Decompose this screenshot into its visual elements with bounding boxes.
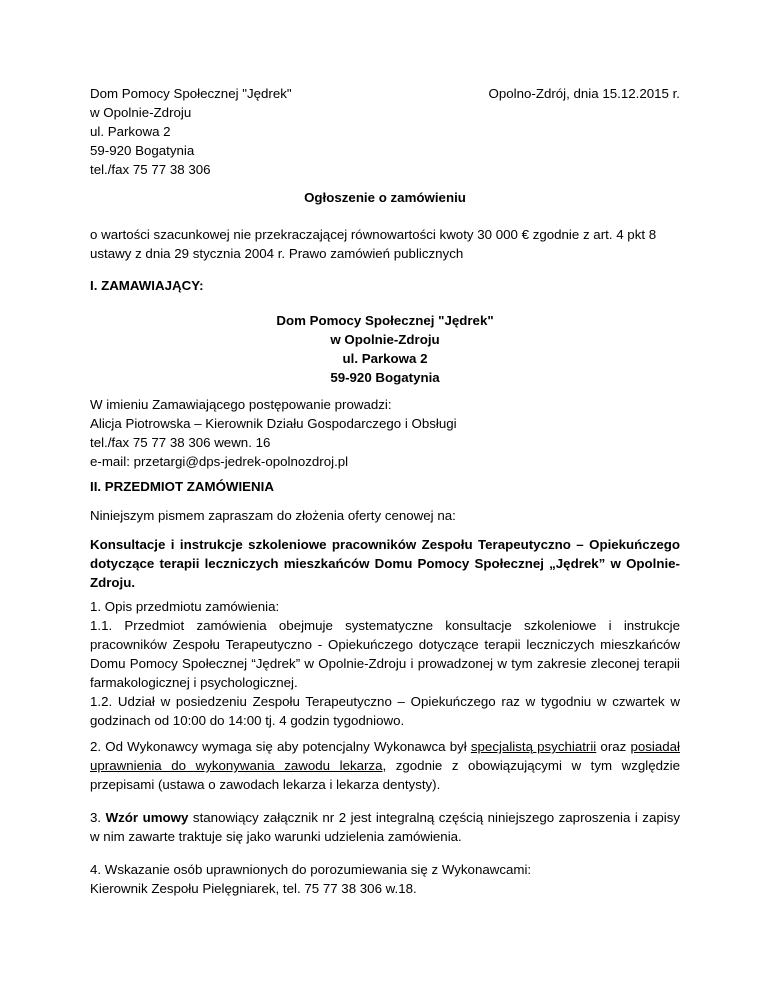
item-2-text: oraz bbox=[596, 739, 631, 754]
item-2-text: 2. Od Wykonawcy wymaga się aby potencjalny Wykonawca był bbox=[90, 739, 471, 754]
item-2-license: posiadał uprawnienia do wykonywania zawodu lekarza bbox=[90, 739, 681, 773]
item-1 bbox=[90, 597, 680, 730]
contact-line: e-mail: przetargi@dps-jedrek-opolnozdroj.pl bbox=[90, 454, 349, 469]
sender-line: 59-920 Bogatynia bbox=[90, 143, 195, 158]
item-1-1: 1.1. Przedmiot zamówienia obejmuje systematyczne konsultacje szkoleniowe i instrukcje pracowników Zespołu Terapeutyczno - Opiekuńczego dotyczące terapii leczniczych mieszkańców Domu Pomocy Społecznej “Jędrek” w Opolnie-Zdroju i prowadzonej w tym zakresie zleconej terapii farmakologicznej i psychologicznej. bbox=[90, 618, 680, 690]
item-4-contact: Kierownik Zespołu Pielęgniarek, tel. 75 77 38 306 w.18. bbox=[90, 881, 417, 896]
place-date: Opolno-Zdrój, dnia 15.12.2015 r. bbox=[488, 86, 680, 101]
item-3-text: 3. bbox=[90, 810, 106, 825]
sender-line: w Opolnie-Zdroju bbox=[90, 105, 192, 120]
item-3-contract-template: Wzór umowy bbox=[105, 810, 189, 825]
orderer-line: w Opolnie-Zdroju bbox=[330, 332, 440, 347]
orderer-line: ul. Parkowa 2 bbox=[342, 351, 428, 366]
item-2-specialty: specjalistą psychiatrii bbox=[470, 739, 597, 754]
item-4-heading: 4. Wskazanie osób uprawnionych do porozumiewania się z Wykonawcami: bbox=[90, 862, 532, 877]
orderer-line: 59-920 Bogatynia bbox=[330, 370, 440, 385]
item-2 bbox=[90, 737, 680, 794]
item-1-heading: 1. Opis przedmiotu zamówienia: bbox=[90, 599, 280, 614]
contact-line: W imieniu Zamawiającego postępowanie prowadzi: bbox=[90, 397, 392, 412]
orderer-address bbox=[90, 311, 680, 387]
document-title: Ogłoszenie o zamówieniu bbox=[304, 190, 466, 205]
item-3-text: stanowiący załącznik nr 2 jest integralną częścią niniejszego zaproszenia i zapisy w nim zawarte traktuje się jako warunki udzielenia zamówienia. bbox=[90, 810, 680, 844]
letter-header bbox=[90, 84, 680, 179]
contact-line: Alicja Piotrowska – Kierownik Działu Gospodarczego i Obsługi bbox=[90, 416, 457, 431]
sender-line: Dom Pomocy Społecznej "Jędrek" bbox=[90, 86, 292, 101]
item-1-2: 1.2. Udział w posiedzeniu Zespołu Terapeutyczno – Opiekuńczego raz w tygodniu w czwartek w godzinach od 10:00 do 14:00 tj. 4 godzin tygodniowo. bbox=[90, 694, 680, 728]
order-subject: Konsultacje i instrukcje szkoleniowe pracowników Zespołu Terapeutyczno – Opiekuńczego dotyczące terapii leczniczych mieszkańców Domu Pomocy Społecznej „Jędrek” w Opolnie-Zdroju. bbox=[90, 537, 680, 590]
orderer-line: Dom Pomocy Społecznej "Jędrek" bbox=[276, 313, 494, 328]
section-1-heading: I. ZAMAWIAJĄCY: bbox=[90, 278, 204, 293]
invite-text: Niniejszym pismem zapraszam do złożenia oferty cenowej na: bbox=[90, 508, 456, 523]
section-2-heading: II. PRZEDMIOT ZAMÓWIENIA bbox=[90, 479, 274, 494]
sender-line: tel./fax 75 77 38 306 bbox=[90, 162, 211, 177]
item-4 bbox=[90, 860, 680, 898]
intro-paragraph: o wartości szacunkowej nie przekraczającej równowartości kwoty 30 000 € zgodnie z art. 4 pkt 8 ustawy z dnia 29 stycznia 2004 r. Prawo zamówień publicznych bbox=[90, 227, 657, 261]
item-2-text: , zgodnie z obowiązującymi w tym względzie przepisami (ustawa o zawodach lekarza i lekarza dentysty). bbox=[90, 758, 680, 792]
item-3 bbox=[90, 808, 680, 846]
sender-line: ul. Parkowa 2 bbox=[90, 124, 171, 139]
contact-line: tel./fax 75 77 38 306 wewn. 16 bbox=[90, 435, 271, 450]
contact-block bbox=[90, 395, 680, 471]
